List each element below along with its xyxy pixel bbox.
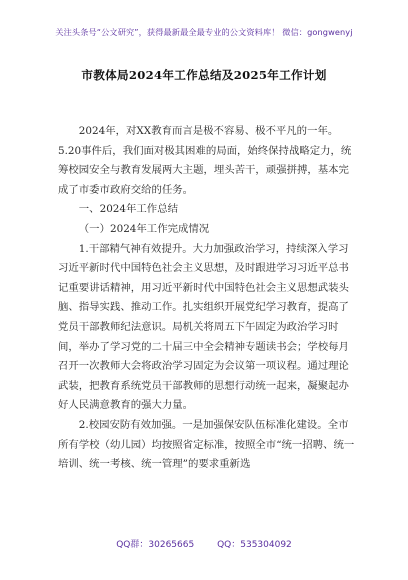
paragraph-item-2: 2.校园安防有效加强。一是加强保安队伍标准化建设。全市所有学校（幼儿园）均按照省定标准，按照全市“统一招聘、统一培训、统一考核、统一管理”的要求重新选 <box>58 418 355 471</box>
paragraph-intro: 2024年，对XX教育而言是极不容易、极不平凡的一年。5.20事件后，我们面对极其困难的局面，始终保持战略定力，统筹校园安全与教育发展两大主题，埋头苦干，顽强拼搏，基本完成了市委市政府交给的任务。 <box>58 125 352 196</box>
header-banner: 关注头条号“公文研究”，获得最新最全最专业的公文资料库！ 微信：gongwenyj <box>55 27 353 37</box>
footer-contact <box>0 537 408 550</box>
document-title: 市教体局2024年工作总结及2025年工作计划 <box>81 68 327 82</box>
paragraph-item-1: 1.干部精气神有效提升。大力加强政治学习，持续深入学习习近平新时代中国特色社会主义思想，及时跟进学习习近平总书记重要讲话精神，用习近平新时代中国特色社会主义思想武装头脑、指导实践、推动工作。扎实组织开展党纪学习教育，提高了党员干部教师纪法意识。局机关将周五下午固定为政治学习时间，举办了学习党的二十届三中全会精神专题读书会；学校每月召开一次教师大会将政治学习固定为会议第一项议程。通过理论武装，把教育系统党员干部教师的思想行动统一起来，凝聚起办好人民满意教育的强大力量。 <box>58 242 349 412</box>
footer-qq: QQ：535304092 <box>217 540 292 550</box>
subsection-heading: （一）2024年工作完成情况 <box>78 222 210 235</box>
footer-qq-group: QQ群：30265665 <box>116 540 195 550</box>
section-heading: 一、2024年工作总结 <box>78 203 178 216</box>
document-body <box>58 122 358 475</box>
